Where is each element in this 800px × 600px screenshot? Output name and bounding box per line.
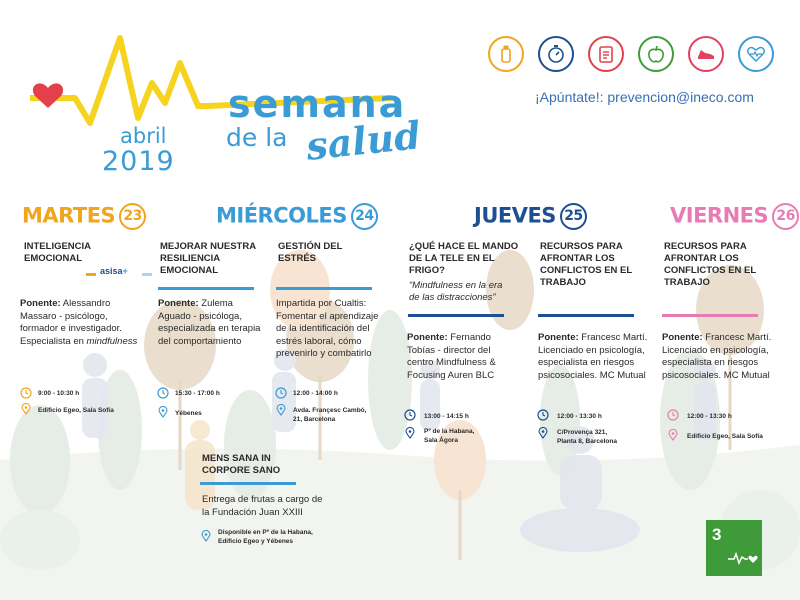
sneaker-icon: [688, 36, 724, 72]
title-line: FRIGO?: [409, 265, 445, 276]
location-pin-icon: [667, 429, 679, 441]
day-name: MIÉRCOLES: [216, 203, 347, 228]
desc-line: Entrega de frutas a cargo de: [202, 494, 323, 505]
title-line: RECURSOS PARA: [664, 241, 747, 252]
day-number-badge: 24: [351, 203, 378, 230]
heart-pulse-icon: [738, 36, 774, 72]
desc-line: Licenciado en psicología,: [662, 344, 769, 356]
desc-line: psicosociales. MC Mutual: [662, 369, 770, 381]
session-title-mejorar-resiliencia: [160, 241, 256, 277]
title-line: ¿QUÉ HACE EL MANDO: [409, 241, 519, 252]
clock-icon: [667, 409, 679, 421]
session-divider: [276, 287, 372, 290]
title-line: RESILIENCIA: [160, 253, 221, 264]
session-time: 12:00 - 13:30 h: [557, 413, 602, 420]
desc-line: la Fundación Juan XXIII: [202, 506, 303, 518]
session-location: Pº de la Habana, Sala Ágora: [424, 428, 475, 444]
day-name: MARTES: [22, 203, 116, 228]
title-line: EMOCIONAL: [24, 253, 83, 264]
day-number-badge: 26: [772, 203, 799, 230]
desc-line: Fomentar el aprendizaje: [276, 310, 379, 322]
session-divider: [142, 273, 152, 276]
sponsor-name: asisa: [100, 266, 123, 276]
logo-dela-text: de la: [226, 123, 288, 152]
desc-line: especialista en riesgos: [662, 357, 759, 368]
desc-line: Ponente: Francesc Martí.: [662, 332, 772, 343]
water-bottle-icon: [488, 36, 524, 72]
logo-salud-text: salud: [303, 112, 423, 169]
title-line: GESTIÓN DEL: [278, 241, 343, 252]
title-line: MEJORAR NUESTRA: [160, 241, 257, 252]
event-logo: [30, 28, 423, 177]
session-divider: [158, 287, 254, 290]
session-title-inteligencia-emocional: [24, 241, 91, 265]
title-line: TRABAJO: [540, 277, 586, 288]
day-name: JUEVES: [474, 203, 556, 228]
desc-line: Aguado - psicóloga,: [158, 310, 242, 322]
heart-icon: [33, 83, 63, 108]
title-line: AFRONTAR LOS: [540, 253, 615, 264]
desc-line: Ponente: Zulema: [158, 298, 233, 309]
title-line: TRABAJO: [664, 277, 710, 288]
day-name: VIERNES: [670, 203, 769, 228]
desc-line: especialista en riesgos: [538, 357, 635, 368]
session-title-mando-tele: [409, 241, 518, 277]
clock-icon: [157, 387, 169, 399]
title-line: EMOCIONAL: [160, 265, 219, 276]
session-divider: [86, 273, 96, 276]
session-divider: [408, 314, 504, 317]
desc-line: Ponente: Francesc Martí.: [538, 332, 648, 343]
session-description: [662, 332, 790, 382]
desc-line: centro Mindfulness &: [407, 357, 496, 368]
desc-line: Impartida por Cualtis:: [276, 298, 367, 309]
session-subtitle: [409, 280, 502, 304]
title-line: AFRONTAR LOS: [664, 253, 739, 264]
desc-line: prevenirlo y combatirlo: [276, 348, 372, 359]
desc-line: psicosociales. MC Mutual: [538, 369, 646, 381]
logo-month-text: abril: [120, 124, 167, 148]
title-line: INTELIGENCIA: [24, 241, 92, 252]
title-line: DE LA TELE EN EL: [409, 253, 495, 264]
session-time: 15:30 - 17:00 h: [175, 390, 220, 397]
session-time: 12:00 - 14:00 h: [293, 390, 338, 397]
desc-line: formador e investigador.: [20, 323, 122, 334]
session-location: Yébenes: [175, 410, 202, 417]
stopwatch-icon: [538, 36, 574, 72]
location-pin-icon: [537, 427, 549, 439]
health-icons-row: [488, 36, 776, 72]
clock-icon: [275, 387, 287, 399]
location-pin-icon: [20, 403, 32, 415]
session-title-mens-sana: [202, 453, 280, 477]
day-number-badge: 25: [560, 203, 587, 230]
session-divider: [662, 314, 758, 317]
day-header-miercoles: [216, 203, 378, 230]
clipboard-icon: [588, 36, 624, 72]
signup-contact: ¡Apúntate!: prevencion@ineco.com: [535, 89, 754, 105]
day-header-jueves: [474, 203, 587, 230]
session-time: 12:00 - 13:30 h: [687, 413, 732, 420]
day-header-martes: [22, 203, 146, 230]
session-title-gestion-estres: [278, 241, 342, 265]
session-time: 13:00 - 14:15 h: [424, 413, 469, 420]
title-line: CONFLICTOS EN EL: [540, 265, 633, 276]
clock-icon: [404, 409, 416, 421]
sdg-number: 3: [712, 525, 722, 544]
desc-line: Focusing Auren BLC: [407, 369, 495, 381]
desc-line: Especialista en mindfulness: [20, 335, 138, 347]
clock-icon: [20, 387, 32, 399]
session-description: [20, 298, 165, 348]
desc-line: de la identificación del: [276, 323, 370, 334]
title-line: ESTRÉS: [278, 253, 317, 264]
session-time: 9:00 - 10:30 h: [38, 390, 80, 397]
title-line: RECURSOS PARA: [540, 241, 623, 252]
title-line: MENS SANA IN: [202, 453, 271, 464]
subtitle-line: de las distracciones”: [409, 292, 496, 303]
session-title-recursos-conflictos: [540, 241, 632, 289]
desc-line: Ponente: Alessandro: [20, 298, 111, 309]
session-location: Edificio Egeo, Sala Sofía: [38, 407, 114, 414]
session-location: Disponible en Pº de la Habana, Edificio Egeo y Yébenes: [218, 529, 313, 545]
desc-line: Tobías - director del: [407, 344, 491, 356]
desc-line: estrés laboral, cómo: [276, 335, 362, 347]
apple-icon: [638, 36, 674, 72]
session-description: [538, 332, 663, 382]
day-number-badge: 23: [119, 203, 146, 230]
desc-line: Ponente: Fernando: [407, 332, 491, 343]
session-location: Avda. Françesc Cambó, 21, Barcelona: [293, 407, 367, 423]
desc-line: Licenciado en psicología,: [538, 344, 645, 356]
title-line: CORPORE SANO: [202, 465, 281, 476]
desc-line: Massaro - psicólogo,: [20, 310, 108, 322]
subtitle-line: “Mindfulness en la era: [409, 280, 503, 291]
sdg-3-badge: [706, 520, 762, 576]
desc-line: especializada en terapia: [158, 323, 261, 334]
location-pin-icon: [404, 427, 416, 439]
sponsor-logo-asisa: asisa+: [100, 266, 128, 276]
session-location: Edificio Egeo, Sala Sofía: [687, 433, 763, 440]
session-divider: [200, 482, 296, 485]
day-header-viernes: [670, 203, 799, 230]
location-pin-icon: [200, 530, 212, 542]
clock-icon: [537, 409, 549, 421]
location-pin-icon: [157, 406, 169, 418]
logo-year-text: 2019: [102, 146, 175, 177]
desc-line: del comportamiento: [158, 335, 242, 347]
session-title-recursos-conflictos-viernes: [664, 241, 756, 289]
logo-semana-text: semana: [228, 82, 407, 126]
session-description: [407, 332, 527, 382]
title-line: CONFLICTOS EN EL: [664, 265, 757, 276]
heart-pulse-icon: [728, 550, 758, 566]
session-description: [158, 298, 276, 348]
session-description: [276, 298, 396, 361]
session-divider: [538, 314, 634, 317]
session-location: C/Provença 321, Planta 8, Barcelona: [557, 429, 617, 445]
session-description: [202, 494, 352, 519]
location-pin-icon: [275, 404, 287, 416]
